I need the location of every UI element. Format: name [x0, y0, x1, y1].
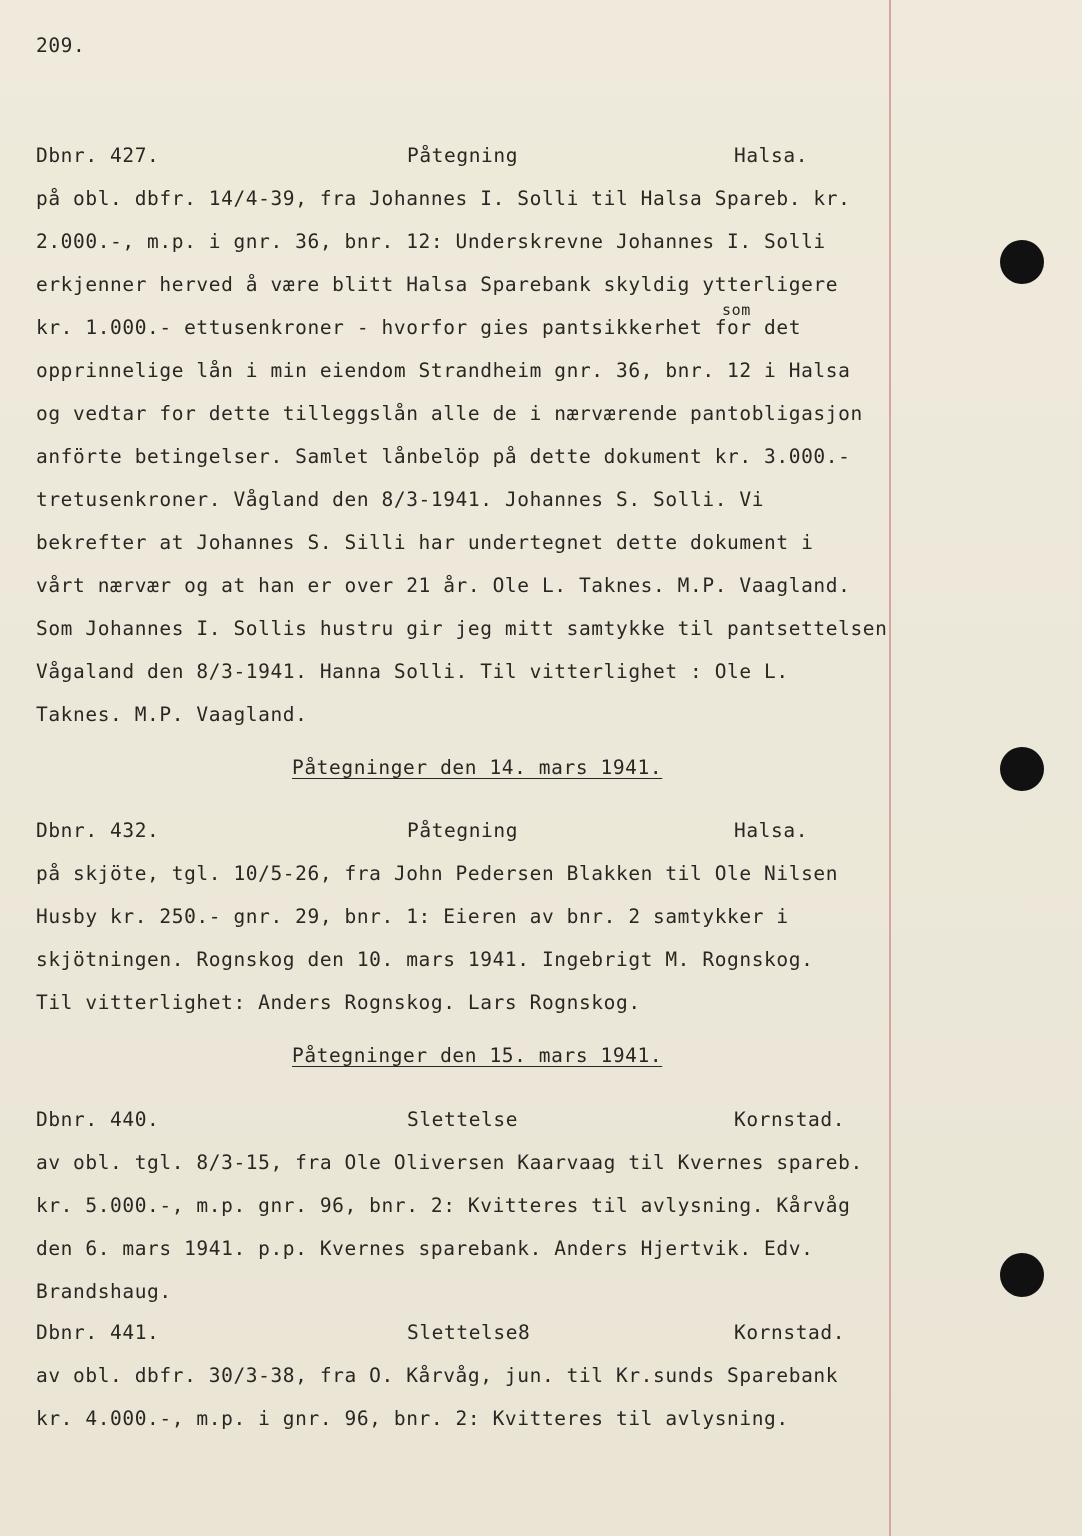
entry-line: kr. 5.000.-, m.p. gnr. 96, bnr. 2: Kvitteres til avlysning. Kårvåg: [36, 1194, 851, 1217]
entry-line: Taknes. M.P. Vaagland.: [36, 703, 308, 726]
entry-type: Påtegning: [407, 819, 519, 842]
entry-dbnr: Dbnr. 427.: [36, 144, 160, 167]
entry-dbnr: Dbnr. 440.: [36, 1108, 160, 1131]
entry-line: erkjenner herved å være blitt Halsa Sparebank skyldig ytterligere: [36, 273, 839, 296]
entry-line: tretusenkroner. Vågland den 8/3-1941. Johannes S. Solli. Vi: [36, 488, 765, 511]
entry-line: kr. 1.000.- ettusenkroner - hvorfor gies pantsikkerhet for det: [36, 316, 802, 339]
entry-line: opprinnelige lån i min eiendom Strandheim gnr. 36, bnr. 12 i Halsa: [36, 359, 851, 382]
entry-line: Til vitterlighet: Anders Rognskog. Lars Rognskog.: [36, 991, 641, 1014]
entry-line: anförte betingelser. Samlet lånbelöp på dette dokument kr. 3.000.-: [36, 445, 851, 468]
entry-place: Halsa.: [734, 819, 809, 842]
entry-line: Som Johannes I. Sollis hustru gir jeg mitt samtykke til pantsettelsen: [36, 617, 888, 640]
margin-rule: [889, 0, 891, 1536]
entry-line: Brandshaug.: [36, 1280, 172, 1303]
entry-line: 2.000.-, m.p. i gnr. 36, bnr. 12: Underskrevne Johannes I. Solli: [36, 230, 826, 253]
punch-hole: [1000, 747, 1044, 791]
entry-place: Halsa.: [734, 144, 809, 167]
entry-line: og vedtar for dette tilleggslån alle de i nærværende pantobligasjon: [36, 402, 863, 425]
page-number: 209.: [36, 34, 86, 57]
entry-type: Påtegning: [407, 144, 519, 167]
entry-dbnr: Dbnr. 441.: [36, 1321, 160, 1344]
entry-type: Slettelse8: [407, 1321, 531, 1344]
entry-line: bekrefter at Johannes S. Silli har undertegnet dette dokument i: [36, 531, 814, 554]
entry-line: Vågaland den 8/3-1941. Hanna Solli. Til vitterlighet : Ole L.: [36, 660, 789, 683]
entry-line: skjötningen. Rognskog den 10. mars 1941. Ingebrigt M. Rognskog.: [36, 948, 814, 971]
section-heading: Påtegninger den 14. mars 1941.: [292, 756, 663, 779]
entry-line: på skjöte, tgl. 10/5-26, fra John Pedersen Blakken til Ole Nilsen: [36, 862, 839, 885]
entry-line: kr. 4.000.-, m.p. i gnr. 96, bnr. 2: Kvitteres til avlysning.: [36, 1407, 789, 1430]
entry-insert: som: [722, 301, 751, 319]
entry-line: av obl. dbfr. 30/3-38, fra O. Kårvåg, jun. til Kr.sunds Sparebank: [36, 1364, 839, 1387]
entry-dbnr: Dbnr. 432.: [36, 819, 160, 842]
punch-hole: [1000, 240, 1044, 284]
entry-line: Husby kr. 250.- gnr. 29, bnr. 1: Eieren av bnr. 2 samtykker i: [36, 905, 789, 928]
section-heading: Påtegninger den 15. mars 1941.: [292, 1044, 663, 1067]
entry-line: den 6. mars 1941. p.p. Kvernes sparebank. Anders Hjertvik. Edv.: [36, 1237, 814, 1260]
entry-type: Slettelse: [407, 1108, 519, 1131]
entry-place: Kornstad.: [734, 1321, 846, 1344]
entry-line: av obl. tgl. 8/3-15, fra Ole Oliversen Kaarvaag til Kvernes spareb.: [36, 1151, 863, 1174]
entry-line: på obl. dbfr. 14/4-39, fra Johannes I. Solli til Halsa Spareb. kr.: [36, 187, 851, 210]
entry-line: vårt nærvær og at han er over 21 år. Ole L. Taknes. M.P. Vaagland.: [36, 574, 851, 597]
entry-place: Kornstad.: [734, 1108, 846, 1131]
punch-hole: [1000, 1253, 1044, 1297]
